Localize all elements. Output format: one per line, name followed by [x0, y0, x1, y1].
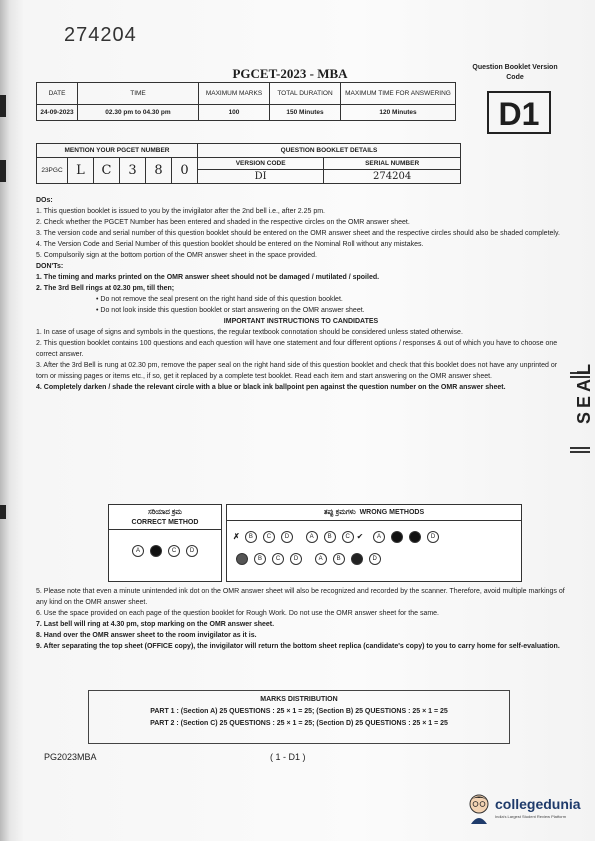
- instruction-item: 9. After separating the top sheet (OFFICE copy), the invigilator will return the bottom sheet replica (candidate's copy) to you to carry home for self-evaluation.: [36, 643, 560, 650]
- donts-text: The 3rd Bell rings at 02.30 pm, till then;: [43, 285, 175, 292]
- binding-mark: [0, 505, 6, 519]
- brand-tagline: India's Largest Student Review Platform: [495, 814, 567, 819]
- correct-method-example: [109, 542, 221, 560]
- value-marks: 100: [199, 105, 270, 121]
- header-date: DATE: [37, 83, 78, 105]
- pgcet-prefix: 23PGC: [37, 158, 68, 184]
- marks-heading: MARKS DISTRIBUTION: [260, 696, 338, 703]
- version-code-written: DI: [198, 170, 324, 184]
- option-bubble: D: [290, 553, 302, 565]
- details-label: QUESTION BOOKLET DETAILS: [198, 144, 461, 158]
- wrong-examples-row2: [233, 553, 521, 565]
- brand-logo: [465, 790, 595, 830]
- instruction-text: After the 3rd Bell is rung at 02.30 pm, remove the paper seal on the right hand side of this question booklet and check that this booklet does not have any unprinted or torn or missing pages or items etc., if so, get it replaced by a complete test booklet. Read each item and start answering on the OMR answer sheet.: [36, 362, 558, 380]
- instruction-item: 8. Hand over the OMR answer sheet to the room invigilator as it is.: [36, 632, 257, 639]
- dos-heading: DOs:: [36, 197, 53, 204]
- correct-method-en: CORRECT METHOD: [109, 519, 221, 530]
- serial-number-col: SERIAL NUMBER: [324, 158, 461, 170]
- version-code-col: VERSION CODE: [198, 158, 324, 170]
- marks-part1: PART 1 : (Section A) 25 QUESTIONS : 25 × 1 = 25; (Section B) 25 QUESTIONS : 25 × 1 = 25: [150, 708, 448, 715]
- instruction-text: Hand over the OMR answer sheet to the room invigilator as it is.: [43, 632, 257, 639]
- option-bubble-filled: [391, 531, 403, 543]
- option-bubble-filled: B: [150, 545, 162, 557]
- seal-label: SEAL: [574, 360, 594, 425]
- brand-name: collegedunia: [495, 796, 581, 812]
- dos-item: 3. The version code and serial number of this question booklet should be entered on the OMR answer sheet and the respective circles should also be shaded completely.: [36, 230, 560, 237]
- binding-mark: [0, 95, 6, 117]
- option-bubble-dot: [351, 553, 363, 565]
- pgcet-digit: C: [94, 158, 120, 184]
- option-bubble: D: [369, 553, 381, 565]
- instruction-item: 5. Please note that even a minute unintended ink dot on the OMR answer sheet will also be recognized and recorded by the scanner. Therefore, avoid multiple markings of any kind on the OMR answer sheet.: [36, 588, 565, 606]
- donts-subtext: Do not remove the seal present on the right hand side of this question booklet.: [100, 296, 343, 303]
- cross-mark-icon: ✗: [233, 532, 240, 542]
- donts-subtext: Do not look inside this question booklet or start answering on the OMR answer sheet.: [100, 307, 365, 314]
- option-bubble: C: [263, 531, 275, 543]
- candidate-table: [36, 143, 461, 184]
- instruction-text: Please note that even a minute unintended ink dot on the OMR answer sheet will also be recognized and recorded by the scanner. Therefore, avoid multiple markings of any kind on the OMR answer sheet.: [36, 588, 565, 606]
- donts-heading: DON'Ts:: [36, 263, 64, 270]
- dos-text: Check whether the PGCET Number has been entered and shaded in the respective circles on the OMR answer sheet.: [43, 219, 410, 226]
- pgcet-digit: L: [68, 158, 94, 184]
- value-answer-time: 120 Minutes: [341, 105, 456, 121]
- option-bubble: D: [427, 531, 439, 543]
- instruction-item: 7. Last bell will ring at 4.30 pm, stop marking on the OMR answer sheet.: [36, 621, 275, 628]
- donts-item: 1. The timing and marks printed on the OMR answer sheet should not be damaged / mutilated / spoiled.: [36, 274, 380, 281]
- dos-text: The version code and serial number of this question booklet should be entered on the OMR answer sheet and the respective circles should also be shaded completely.: [43, 230, 560, 237]
- version-code-box: D1: [487, 91, 551, 134]
- option-bubble: A: [315, 553, 327, 565]
- value-time: 02.30 pm to 04.30 pm: [78, 105, 199, 121]
- instruction-text: After separating the top sheet (OFFICE copy), the invigilator will return the bottom sheet replica (candidate's copy) to you to carry home for self-evaluation.: [43, 643, 560, 650]
- correct-method-kn: ಸರಿಯಾದ ಕ್ರಮ: [148, 509, 182, 516]
- binding-mark: [0, 160, 6, 182]
- dos-text: The Version Code and Serial Number of this question booklet should be entered on the Nominal Roll without any mistakes.: [43, 241, 424, 248]
- donts-text: The timing and marks printed on the OMR answer sheet should not be damaged / mutilated / spoiled.: [43, 274, 380, 281]
- donts-subitem: • Do not look inside this question booklet or start answering on the OMR answer sheet.: [96, 307, 365, 314]
- option-bubble: A: [373, 531, 385, 543]
- instruction-text: Last bell will ring at 4.30 pm, stop marking on the OMR answer sheet.: [43, 621, 275, 628]
- option-bubble: C: [342, 531, 354, 543]
- wrong-examples-row1: [233, 531, 521, 543]
- option-bubble: A: [306, 531, 318, 543]
- header-time: TIME: [78, 83, 199, 105]
- marks-part2: PART 2 : (Section C) 25 QUESTIONS : 25 × 1 = 25; (Section D) 25 QUESTIONS : 25 × 1 = 25: [150, 720, 448, 727]
- student-avatar-icon: [465, 792, 493, 824]
- option-bubble: D: [186, 545, 198, 557]
- option-bubble-half: [236, 553, 248, 565]
- header-answer-time: MAXIMUM TIME FOR ANSWERING: [341, 83, 456, 105]
- dos-item: 4. The Version Code and Serial Number of this question booklet should be entered on the Nominal Roll without any mistakes.: [36, 241, 424, 248]
- header-duration: TOTAL DURATION: [270, 83, 341, 105]
- page-number: ( 1 - D1 ): [270, 752, 306, 762]
- instruction-item: 1. In case of usage of signs and symbols in the questions, the regular textbook connotation should be considered unless stated otherwise.: [36, 329, 463, 336]
- option-bubble: A: [132, 545, 144, 557]
- seal-line: [570, 447, 590, 449]
- pgcet-digit: 8: [146, 158, 172, 184]
- pgcet-digit: 3: [120, 158, 146, 184]
- instruction-text: In case of usage of signs and symbols in the questions, the regular textbook connotation should be considered unless stated otherwise.: [43, 329, 463, 336]
- option-bubble: B: [245, 531, 257, 543]
- exam-title: PGCET-2023 - MBA: [232, 66, 348, 81]
- value-date: 24-09-2023: [37, 105, 78, 121]
- option-bubble: C: [168, 545, 180, 557]
- instruction-item: 3. After the 3rd Bell is rung at 02.30 pm, remove the paper seal on the right hand side of this question booklet and check that this booklet does not have any unprinted or torn or missing pages or items etc., if so, get it replaced by a complete test booklet. Read each item and start answering on the OMR answer sheet.: [36, 362, 558, 380]
- tick-mark-icon: ✔: [356, 532, 364, 542]
- wrong-methods-kn: ತಪ್ಪು ಕ್ರಮಗಳು: [323, 509, 356, 516]
- seal-line: [570, 451, 590, 453]
- instruction-text: Use the space provided on each page of the question booklet for Rough Work. Do not use the OMR answer sheet for the same.: [43, 610, 440, 617]
- instructions-heading: IMPORTANT INSTRUCTIONS TO CANDIDATES: [223, 318, 379, 325]
- instruction-text: This question booklet contains 100 questions and each question will have one statement and four different options / responses & out of which you have to choose one correct answer.: [36, 340, 558, 358]
- option-bubble: B: [254, 553, 266, 565]
- serial-written: 274204: [324, 170, 461, 184]
- exam-info-table: [36, 82, 456, 121]
- dos-item: 2. Check whether the PGCET Number has been entered and shaded in the respective circles on the OMR answer sheet.: [36, 219, 410, 226]
- option-bubble: B: [324, 531, 336, 543]
- mention-label: MENTION YOUR PGCET NUMBER: [37, 144, 198, 158]
- value-duration: 150 Minutes: [270, 105, 341, 121]
- instructions-body: [36, 195, 566, 393]
- pgcet-digit: 0: [172, 158, 198, 184]
- option-bubble-filled: [409, 531, 421, 543]
- option-bubble: D: [281, 531, 293, 543]
- instruction-item: 6. Use the space provided on each page of the question booklet for Rough Work. Do not use the OMR answer sheet for the same.: [36, 610, 440, 617]
- donts-subitem: • Do not remove the seal present on the right hand side of this question booklet.: [96, 296, 343, 303]
- wrong-methods-label: [227, 509, 521, 521]
- instructions-more: [36, 586, 566, 652]
- dos-item: 1. This question booklet is issued to you by the invigilator after the 2nd bell i.e., after 2.25 pm.: [36, 208, 325, 215]
- footer-code: PG2023MBA: [44, 752, 97, 762]
- header-marks: MAXIMUM MARKS: [199, 83, 270, 105]
- donts-item: 2. The 3rd Bell rings at 02.30 pm, till then;: [36, 285, 175, 292]
- instruction-item: 4. Completely darken / shade the relevant circle with a blue or black ink ballpoint pen against the question number on the OMR answer sheet.: [36, 384, 506, 391]
- correct-method-box: [108, 504, 222, 582]
- marking-methods: [108, 504, 520, 582]
- option-bubble: B: [333, 553, 345, 565]
- wrong-methods-box: [226, 504, 522, 582]
- wrong-methods-en: WRONG METHODS: [359, 509, 425, 516]
- option-bubble: C: [272, 553, 284, 565]
- instruction-item: 2. This question booklet contains 100 questions and each question will have one statement and four different options / responses & out of which you have to choose one correct answer.: [36, 340, 558, 358]
- dos-text: This question booklet is issued to you by the invigilator after the 2nd bell i.e., after 2.25 pm.: [43, 208, 325, 215]
- dos-item: 5. Compulsorily sign at the bottom portion of the OMR answer sheet in the space provided.: [36, 252, 317, 259]
- marks-distribution: [88, 690, 510, 744]
- instruction-text: Completely darken / shade the relevant circle with a blue or black ink ballpoint pen against the question number on the OMR answer sheet.: [43, 384, 506, 391]
- dos-text: Compulsorily sign at the bottom portion of the OMR answer sheet in the space provided.: [43, 252, 317, 259]
- version-code-label: Question Booklet Version Code: [472, 64, 558, 81]
- booklet-code: 274204: [64, 24, 137, 46]
